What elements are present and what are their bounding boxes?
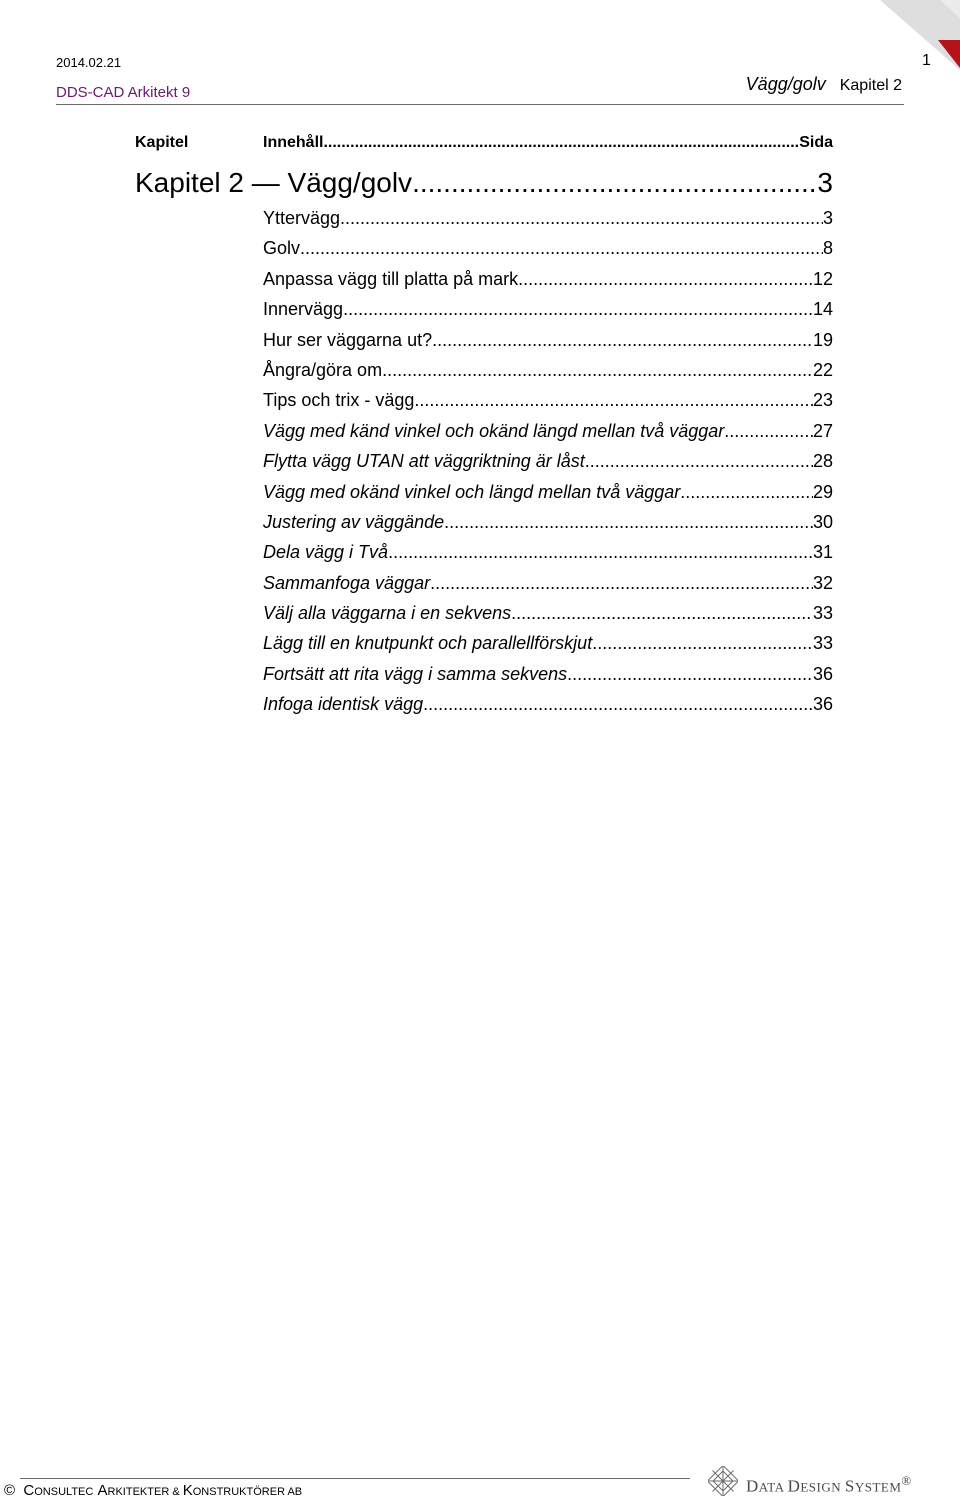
header-rule [56, 104, 904, 105]
toc-entry-page: 27 [812, 420, 833, 441]
toc-header-leader [323, 134, 799, 152]
toc-entry-page: 36 [812, 694, 833, 715]
toc-entry-leader [444, 507, 813, 537]
footer-copyright: © CONSULTEC ARKITEKTER & KONSTRUKTÖRER AB [4, 1482, 303, 1499]
header-section-title: Vägg/golv [745, 74, 826, 94]
toc-entry-leader [567, 659, 813, 689]
toc-entry-title: Golv [263, 238, 301, 259]
toc-entry-title: Tips och trix - vägg [263, 390, 415, 411]
toc-entry-title: Justering av väggände [263, 511, 445, 532]
toc-header-content-row [263, 134, 833, 152]
toc-entry-page: 3 [822, 208, 833, 228]
toc-header-chapter: Kapitel [135, 134, 189, 151]
toc-entry-page: 22 [812, 359, 833, 380]
toc-entry[interactable] [263, 264, 833, 294]
toc-entry[interactable] [263, 203, 833, 233]
toc-entry[interactable] [263, 689, 833, 719]
header-chapter: Kapitel 2 [839, 77, 902, 94]
toc-entry-title: Yttervägg [263, 208, 341, 228]
toc-entry-leader [585, 446, 813, 476]
toc-entry-leader [382, 355, 813, 385]
toc-entry-title: Anpassa vägg till platta på mark [263, 268, 519, 289]
toc-entry-page: 30 [812, 511, 833, 532]
toc-entry-title: Vägg med okänd vinkel och längd mellan två väggar [263, 481, 681, 502]
toc-entry-leader [300, 233, 823, 263]
toc-entry[interactable] [263, 294, 833, 324]
toc-entry-title: Infoga identisk vägg [263, 694, 424, 715]
toc-entry-page: 33 [812, 603, 833, 624]
toc-entry[interactable] [263, 507, 833, 537]
toc-entry[interactable] [263, 233, 833, 263]
toc-entry-title: Välj alla väggarna i en sekvens [263, 603, 512, 624]
toc-entry[interactable] [263, 568, 833, 598]
toc-chapter-entry[interactable] [135, 165, 833, 201]
toc-entry-leader [340, 203, 823, 233]
toc-entry-title: Lägg till en knutpunkt och parallellförskjut [263, 633, 593, 654]
toc-entry-page: 33 [812, 633, 833, 654]
header-date: 2014.02.21 [56, 55, 122, 70]
toc-entry-leader [592, 628, 813, 658]
toc-entry-leader [511, 598, 813, 628]
toc-entry-title: Vägg med känd vinkel och okänd längd mellan två väggar [263, 420, 725, 441]
data-design-system-logo-icon [708, 1466, 738, 1496]
toc-entry-page: 36 [812, 663, 833, 684]
toc-entry-title: Sammanfoga väggar [263, 572, 431, 593]
toc-entry[interactable] [263, 325, 833, 355]
toc-entry-page: 23 [812, 390, 833, 411]
toc-entry[interactable] [263, 385, 833, 415]
toc-entry-page: 29 [812, 481, 833, 502]
toc-header-content: Innehåll [263, 134, 324, 151]
toc-chapter-leader [412, 165, 817, 201]
toc-entry-leader [423, 689, 813, 719]
toc-chapter-page: 3 [817, 167, 833, 198]
toc-entry-leader [724, 416, 813, 446]
toc-entry[interactable] [263, 659, 833, 689]
toc-entry-title: Dela vägg i Två [263, 542, 389, 563]
toc-entry-leader [414, 385, 813, 415]
toc-entry-page: 31 [812, 542, 833, 563]
toc-header [0, 134, 960, 154]
toc-chapter-title: Kapitel 2 — Vägg/golv [135, 167, 413, 198]
toc-entry-leader [388, 537, 813, 567]
toc-entry-title: Innervägg [263, 299, 344, 320]
toc-entry[interactable] [263, 477, 833, 507]
toc-entry[interactable] [263, 446, 833, 476]
toc-entry-page: 32 [812, 572, 833, 593]
toc-entry-leader [343, 294, 813, 324]
toc-entry[interactable] [263, 598, 833, 628]
toc-entry-title: Fortsätt att rita vägg i samma sekvens [263, 663, 568, 684]
page-number: 1 [922, 52, 931, 69]
copyright-icon: © [4, 1482, 16, 1499]
toc-list [263, 203, 833, 720]
toc-entry-title: Hur ser väggarna ut? [263, 329, 433, 350]
toc-entry-leader [518, 264, 813, 294]
toc-entry-page: 12 [812, 268, 833, 289]
header-title [746, 74, 902, 95]
toc-entry-page: 8 [822, 238, 833, 259]
page-corner-tab [880, 0, 960, 70]
toc-entry-page: 14 [812, 299, 833, 320]
header-product: DDS-CAD Arkitekt 9 [56, 84, 191, 101]
toc-entry-leader [430, 568, 813, 598]
toc-entry[interactable] [263, 537, 833, 567]
toc-entry[interactable] [263, 628, 833, 658]
toc-entry[interactable] [263, 355, 833, 385]
toc-entry-leader [680, 477, 813, 507]
toc-entry-page: 28 [812, 451, 833, 472]
toc-entry-page: 19 [812, 329, 833, 350]
toc-entry-title: Flytta vägg UTAN att väggriktning är låst [263, 451, 585, 472]
footer-rule [20, 1478, 690, 1479]
toc-entry[interactable] [263, 416, 833, 446]
toc-entry-leader [432, 325, 813, 355]
toc-entry-title: Ångra/göra om [263, 359, 383, 380]
toc-header-page: Sida [799, 134, 833, 151]
footer-brand: DATA DESIGN SYSTEM® [746, 1473, 912, 1496]
